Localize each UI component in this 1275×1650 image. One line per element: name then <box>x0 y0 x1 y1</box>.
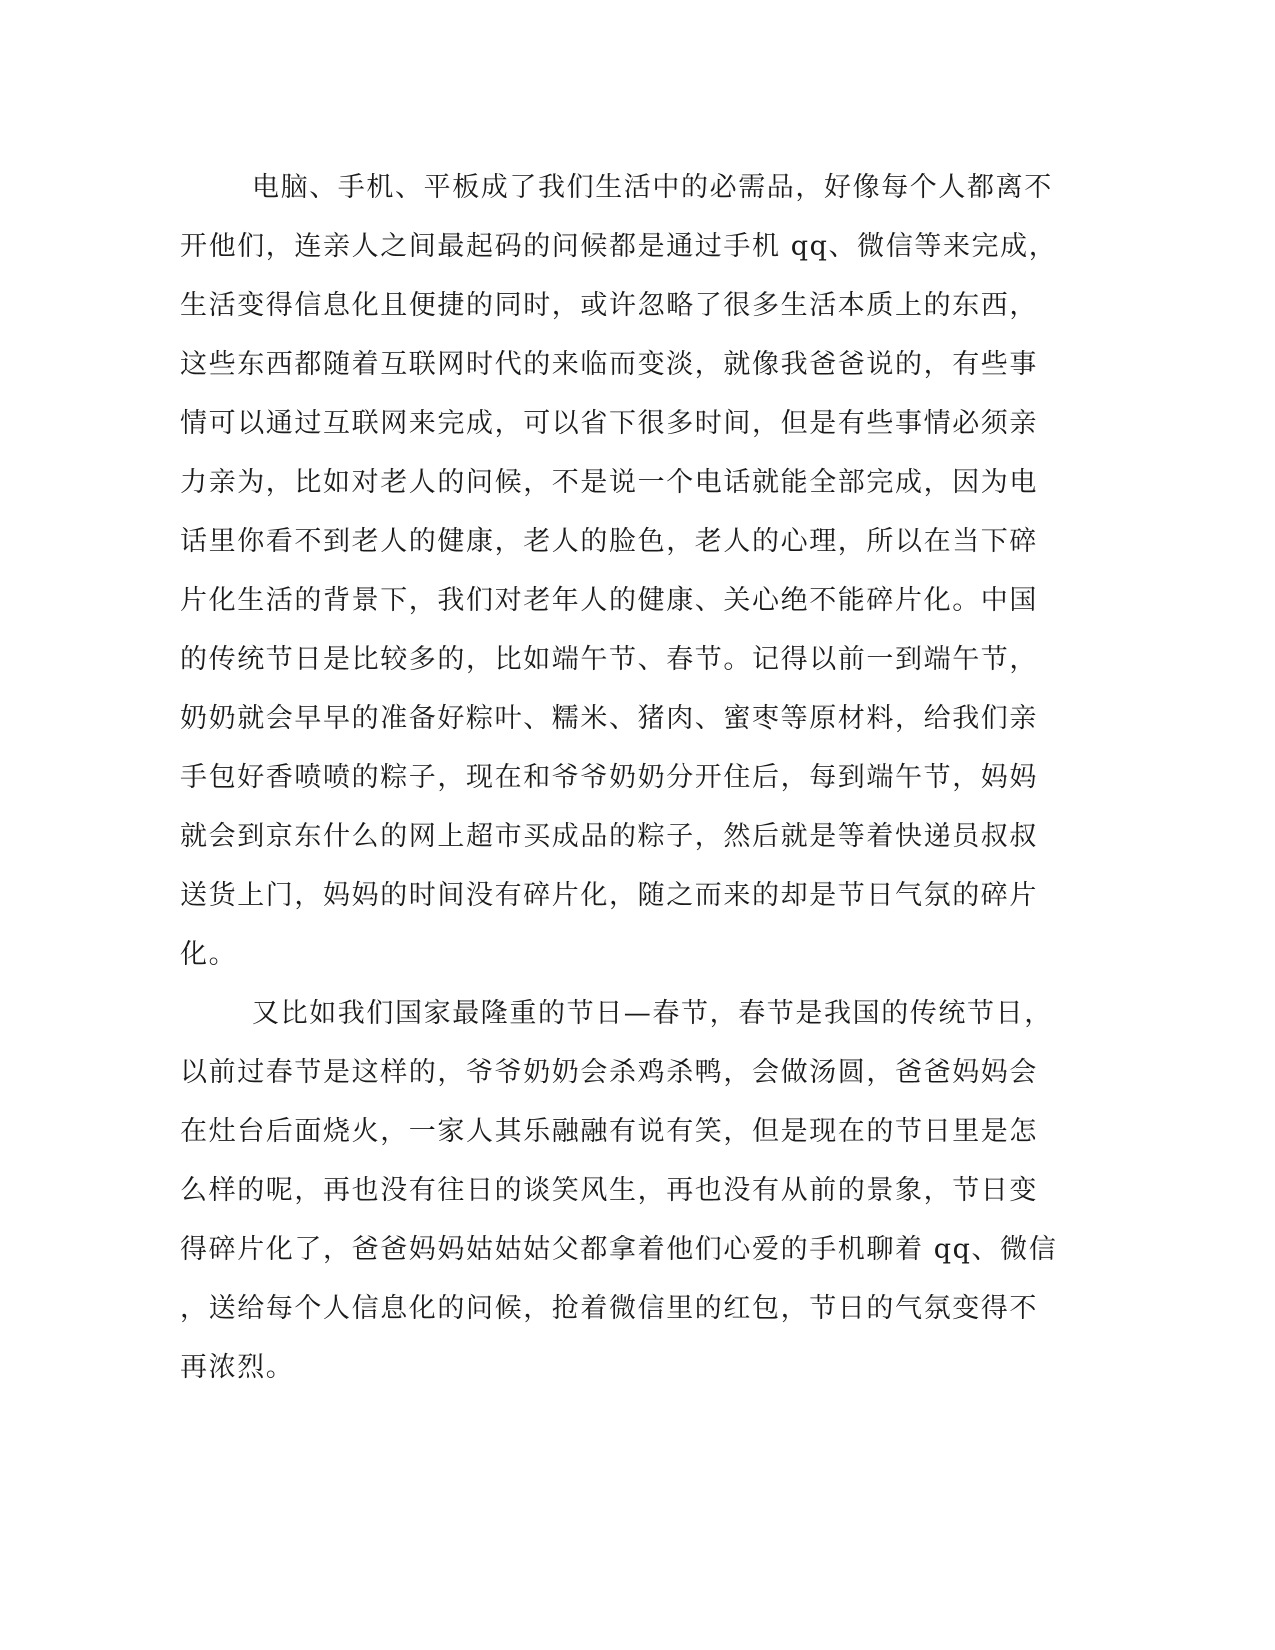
text-line: ，送给每个人信息化的问候，抢着微信里的红包，节日的气氛变得不 <box>180 1293 1038 1324</box>
text-line: 的传统节日是比较多的，比如端午节、春节。记得以前一到端午节， <box>180 644 1038 675</box>
text-line: 送货上门，妈妈的时间没有碎片化，随之而来的却是节日气氛的碎片 <box>180 880 1038 911</box>
text-line: 开他们，连亲人之间最起码的问候都是通过手机 qq、微信等来完成， <box>180 231 1058 262</box>
text-line: 就会到京东什么的网上超市买成品的粽子，然后就是等着快递员叔叔 <box>180 821 1038 852</box>
text-line: 片化生活的背景下，我们对老年人的健康、关心绝不能碎片化。中国 <box>180 585 1038 616</box>
text-line: 话里你看不到老人的健康，老人的脸色，老人的心理，所以在当下碎 <box>180 526 1038 557</box>
text-line: 情可以通过互联网来完成，可以省下很多时间，但是有些事情必须亲 <box>180 408 1038 439</box>
text-line: 化。 <box>180 939 238 970</box>
text-line: 在灶台后面烧火，一家人其乐融融有说有笑，但是现在的节日里是怎 <box>180 1116 1038 1147</box>
text-line: 奶奶就会早早的准备好粽叶、糯米、猪肉、蜜枣等原材料，给我们亲 <box>180 703 1038 734</box>
paragraph-2 <box>180 984 1060 1397</box>
text-line: 力亲为，比如对老人的问候，不是说一个电话就能全部完成，因为电 <box>180 467 1038 498</box>
text-line: 以前过春节是这样的，爷爷奶奶会杀鸡杀鸭，会做汤圆，爸爸妈妈会 <box>180 1057 1038 1088</box>
text-line: 么样的呢，再也没有往日的谈笑风生，再也没有从前的景象，节日变 <box>180 1175 1038 1206</box>
paragraph-1 <box>180 158 1060 984</box>
text-line: 得碎片化了，爸爸妈妈姑姑姑父都拿着他们心爱的手机聊着 qq、微信 <box>180 1234 1058 1265</box>
text-line: 这些东西都随着互联网时代的来临而变淡，就像我爸爸说的，有些事 <box>180 349 1038 380</box>
text-line: 电脑、手机、平板成了我们生活中的必需品，好像每个人都离不 <box>252 172 1053 203</box>
text-line: 生活变得信息化且便捷的同时，或许忽略了很多生活本质上的东西， <box>180 290 1038 321</box>
body-text <box>180 158 1060 1397</box>
text-line: 再浓烈。 <box>180 1352 295 1383</box>
text-line: 又比如我们国家最隆重的节日—春节，春节是我国的传统节日， <box>252 998 1053 1029</box>
text-line: 手包好香喷喷的粽子，现在和爷爷奶奶分开住后，每到端午节，妈妈 <box>180 762 1038 793</box>
